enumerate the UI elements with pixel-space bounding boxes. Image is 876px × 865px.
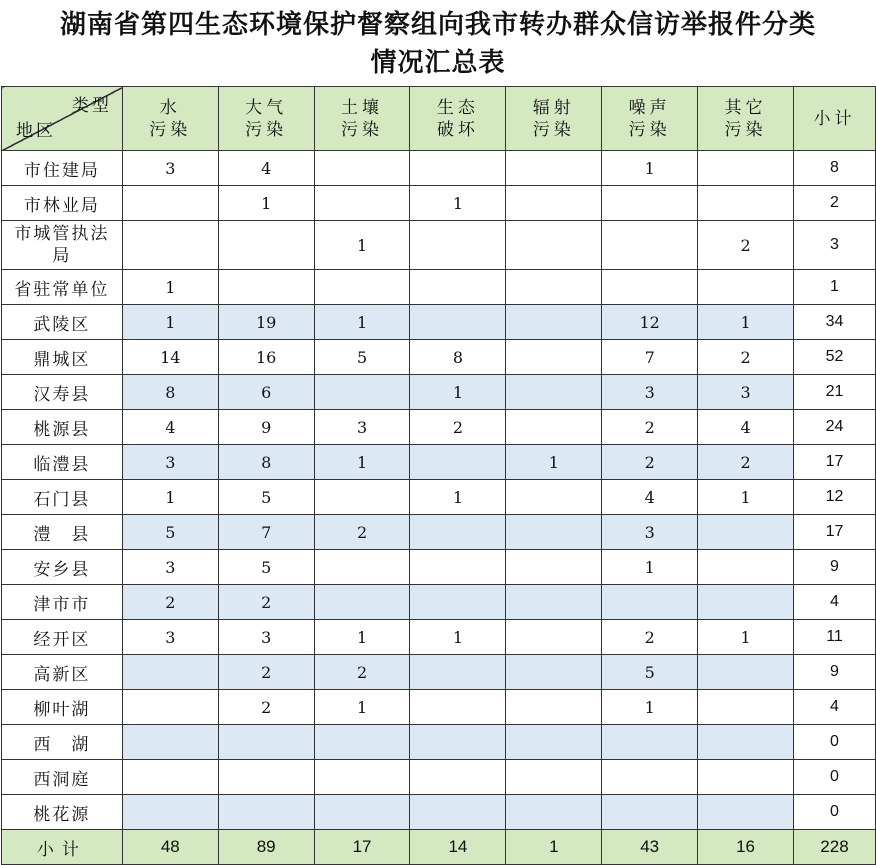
- table-cell: [602, 725, 698, 760]
- table-row: [2, 550, 876, 585]
- col-header-other: 其它 污染: [698, 87, 794, 151]
- table-cell: 2: [218, 690, 314, 725]
- table-cell: 4: [218, 151, 314, 186]
- table-row: [2, 445, 876, 480]
- table-cell: 1: [122, 305, 218, 340]
- table-cell: [314, 585, 410, 620]
- row-subtotal: 4: [793, 585, 875, 620]
- table-cell: [602, 186, 698, 221]
- table-cell: 8: [410, 340, 506, 375]
- row-subtotal: 34: [793, 305, 875, 340]
- table-cell: 1: [314, 445, 410, 480]
- table-cell: [122, 760, 218, 795]
- table-cell: [314, 480, 410, 515]
- table-cell: 2: [698, 340, 794, 375]
- table-cell: 4: [122, 410, 218, 445]
- table-cell: [506, 480, 602, 515]
- table-cell: 1: [506, 445, 602, 480]
- table-cell: [122, 795, 218, 830]
- table-cell: [602, 270, 698, 305]
- table-cell: [506, 585, 602, 620]
- table-cell: [506, 795, 602, 830]
- row-region-label: 临澧县: [2, 445, 123, 480]
- table-cell: 3: [698, 375, 794, 410]
- table-row: [2, 480, 876, 515]
- row-region-label: 鼎城区: [2, 340, 123, 375]
- footer-cell: 16: [698, 830, 794, 865]
- row-region-label: 西 湖: [2, 725, 123, 760]
- table-cell: 5: [122, 515, 218, 550]
- row-region-label: 省驻常单位: [2, 270, 123, 305]
- table-cell: [410, 585, 506, 620]
- row-region-label: 桃花源: [2, 795, 123, 830]
- table-cell: [506, 186, 602, 221]
- table-cell: 3: [122, 620, 218, 655]
- table-cell: [602, 221, 698, 270]
- table-cell: [410, 690, 506, 725]
- table-row: [2, 760, 876, 795]
- table-cell: 8: [122, 375, 218, 410]
- table-cell: [314, 760, 410, 795]
- footer-label: 小计: [2, 830, 123, 865]
- table-cell: [314, 795, 410, 830]
- footer-cell: 1: [506, 830, 602, 865]
- table-cell: 9: [218, 410, 314, 445]
- table-cell: [314, 375, 410, 410]
- table-cell: 1: [314, 221, 410, 270]
- table-cell: 2: [602, 620, 698, 655]
- row-region-label: 高新区: [2, 655, 123, 690]
- row-region-label: 市城管执法局: [2, 221, 123, 270]
- table-cell: [410, 221, 506, 270]
- table-cell: [410, 515, 506, 550]
- row-region-label: 津市市: [2, 585, 123, 620]
- table-cell: 1: [122, 270, 218, 305]
- table-cell: [218, 795, 314, 830]
- table-cell: [506, 270, 602, 305]
- row-region-label: 汉寿县: [2, 375, 123, 410]
- table-cell: 1: [698, 480, 794, 515]
- table-row: [2, 515, 876, 550]
- row-subtotal: 0: [793, 795, 875, 830]
- table-cell: 2: [602, 445, 698, 480]
- corner-region-label: 地区: [16, 121, 56, 141]
- table-cell: 2: [410, 410, 506, 445]
- row-subtotal: 17: [793, 515, 875, 550]
- table-row: [2, 340, 876, 375]
- table-cell: [506, 515, 602, 550]
- table-cell: [122, 655, 218, 690]
- table-cell: 3: [218, 620, 314, 655]
- table-cell: [506, 620, 602, 655]
- table-cell: 2: [314, 515, 410, 550]
- table-cell: 19: [218, 305, 314, 340]
- table-cell: [698, 690, 794, 725]
- row-region-label: 安乡县: [2, 550, 123, 585]
- footer-grand-total: 228: [793, 830, 875, 865]
- corner-header: [2, 87, 123, 151]
- table-cell: 2: [122, 585, 218, 620]
- row-subtotal: 1: [793, 270, 875, 305]
- table-cell: 1: [602, 550, 698, 585]
- table-cell: 4: [602, 480, 698, 515]
- table-cell: [410, 445, 506, 480]
- row-subtotal: 3: [793, 221, 875, 270]
- table-cell: [506, 550, 602, 585]
- row-subtotal: 0: [793, 725, 875, 760]
- table-cell: 2: [698, 445, 794, 480]
- table-cell: [506, 340, 602, 375]
- table-cell: [122, 221, 218, 270]
- row-subtotal: 4: [793, 690, 875, 725]
- table-cell: [506, 760, 602, 795]
- table-cell: 3: [602, 515, 698, 550]
- col-header-noise: 噪声 污染: [602, 87, 698, 151]
- table-cell: [506, 690, 602, 725]
- table-cell: 3: [602, 375, 698, 410]
- table-cell: 7: [602, 340, 698, 375]
- table-cell: [602, 795, 698, 830]
- title-line-1: 湖南省第四生态环境保护督察组向我市转办群众信访举报件分类: [59, 10, 816, 40]
- table-cell: 5: [314, 340, 410, 375]
- row-region-label: 市住建局: [2, 151, 123, 186]
- col-header-air: 大气 污染: [218, 87, 314, 151]
- table-cell: [410, 795, 506, 830]
- row-subtotal: 17: [793, 445, 875, 480]
- table-cell: [698, 760, 794, 795]
- table-cell: [506, 221, 602, 270]
- row-subtotal: 12: [793, 480, 875, 515]
- row-subtotal: 11: [793, 620, 875, 655]
- table-row: [2, 725, 876, 760]
- table-row: [2, 221, 876, 270]
- table-cell: 1: [410, 480, 506, 515]
- table-cell: [698, 795, 794, 830]
- header-row: [2, 87, 876, 151]
- col-header-radiation: 辐射 污染: [506, 87, 602, 151]
- table-cell: [602, 585, 698, 620]
- row-subtotal: 9: [793, 655, 875, 690]
- table-cell: 2: [314, 655, 410, 690]
- title-line-2: 情况汇总表: [370, 48, 506, 78]
- row-region-label: 柳叶湖: [2, 690, 123, 725]
- table-cell: 1: [602, 690, 698, 725]
- table-cell: 2: [698, 221, 794, 270]
- table-cell: [410, 305, 506, 340]
- table-cell: 1: [314, 620, 410, 655]
- row-region-label: 澧 县: [2, 515, 123, 550]
- table-cell: 12: [602, 305, 698, 340]
- table-cell: [410, 550, 506, 585]
- table-cell: 3: [314, 410, 410, 445]
- table-body: [2, 151, 876, 830]
- footer-cell: 43: [602, 830, 698, 865]
- table-cell: [410, 151, 506, 186]
- table-cell: 2: [218, 585, 314, 620]
- table-cell: [410, 655, 506, 690]
- table-cell: [698, 186, 794, 221]
- table-cell: 1: [602, 151, 698, 186]
- table-cell: [314, 186, 410, 221]
- row-subtotal: 21: [793, 375, 875, 410]
- table-cell: [698, 270, 794, 305]
- table-row: [2, 690, 876, 725]
- table-row: [2, 375, 876, 410]
- table-row: [2, 620, 876, 655]
- table-cell: [698, 550, 794, 585]
- table-cell: 16: [218, 340, 314, 375]
- summary-table: [1, 86, 876, 865]
- table-cell: 1: [410, 620, 506, 655]
- row-subtotal: 52: [793, 340, 875, 375]
- table-cell: [314, 151, 410, 186]
- table-row: [2, 186, 876, 221]
- table-cell: 2: [218, 655, 314, 690]
- col-header-water: 水 污染: [122, 87, 218, 151]
- table-cell: 5: [602, 655, 698, 690]
- table-cell: 1: [218, 186, 314, 221]
- table-cell: 1: [314, 690, 410, 725]
- footer-cell: 17: [314, 830, 410, 865]
- table-cell: [698, 515, 794, 550]
- table-cell: [506, 375, 602, 410]
- table-cell: 1: [410, 186, 506, 221]
- row-subtotal: 9: [793, 550, 875, 585]
- footer-row: [2, 830, 876, 865]
- row-region-label: 武陵区: [2, 305, 123, 340]
- table-cell: 6: [218, 375, 314, 410]
- table-cell: 1: [122, 480, 218, 515]
- table-cell: [698, 725, 794, 760]
- table-row: [2, 655, 876, 690]
- table-cell: [218, 270, 314, 305]
- row-subtotal: 0: [793, 760, 875, 795]
- table-cell: 3: [122, 151, 218, 186]
- table-cell: 3: [122, 550, 218, 585]
- table-cell: [122, 725, 218, 760]
- row-subtotal: 24: [793, 410, 875, 445]
- row-region-label: 市林业局: [2, 186, 123, 221]
- table-cell: [218, 221, 314, 270]
- table-cell: 3: [122, 445, 218, 480]
- row-subtotal: 2: [793, 186, 875, 221]
- table-cell: [410, 270, 506, 305]
- table-cell: [506, 725, 602, 760]
- table-cell: 1: [410, 375, 506, 410]
- table-cell: 1: [698, 305, 794, 340]
- table-cell: [506, 655, 602, 690]
- table-cell: [122, 690, 218, 725]
- footer-cell: 48: [122, 830, 218, 865]
- col-header-ecology: 生态 破坏: [410, 87, 506, 151]
- col-header-subtotal: 小计: [793, 87, 875, 151]
- table-cell: 2: [602, 410, 698, 445]
- footer-cell: 89: [218, 830, 314, 865]
- table-cell: [314, 725, 410, 760]
- table-cell: [218, 760, 314, 795]
- table-cell: [506, 305, 602, 340]
- table-cell: 4: [698, 410, 794, 445]
- table-cell: 1: [698, 620, 794, 655]
- table-cell: [314, 550, 410, 585]
- footer-cell: 14: [410, 830, 506, 865]
- table-cell: [410, 725, 506, 760]
- table-cell: [314, 270, 410, 305]
- table-row: [2, 151, 876, 186]
- report-title: [0, 0, 876, 86]
- table-cell: [410, 760, 506, 795]
- table-cell: [122, 186, 218, 221]
- table-cell: [218, 725, 314, 760]
- table-cell: [506, 151, 602, 186]
- table-cell: [698, 585, 794, 620]
- row-region-label: 桃源县: [2, 410, 123, 445]
- row-region-label: 石门县: [2, 480, 123, 515]
- table-row: [2, 270, 876, 305]
- table-cell: [506, 410, 602, 445]
- table-row: [2, 410, 876, 445]
- corner-type-label: 类型: [71, 96, 112, 116]
- table-cell: 5: [218, 480, 314, 515]
- table-cell: 14: [122, 340, 218, 375]
- col-header-soil: 土壤 污染: [314, 87, 410, 151]
- table-cell: [698, 151, 794, 186]
- table-cell: 5: [218, 550, 314, 585]
- table-row: [2, 795, 876, 830]
- table-cell: [602, 760, 698, 795]
- table-row: [2, 585, 876, 620]
- table-cell: 7: [218, 515, 314, 550]
- row-subtotal: 8: [793, 151, 875, 186]
- table-cell: 8: [218, 445, 314, 480]
- row-region-label: 经开区: [2, 620, 123, 655]
- table-cell: [698, 655, 794, 690]
- table-row: [2, 305, 876, 340]
- row-region-label: 西洞庭: [2, 760, 123, 795]
- table-cell: 1: [314, 305, 410, 340]
